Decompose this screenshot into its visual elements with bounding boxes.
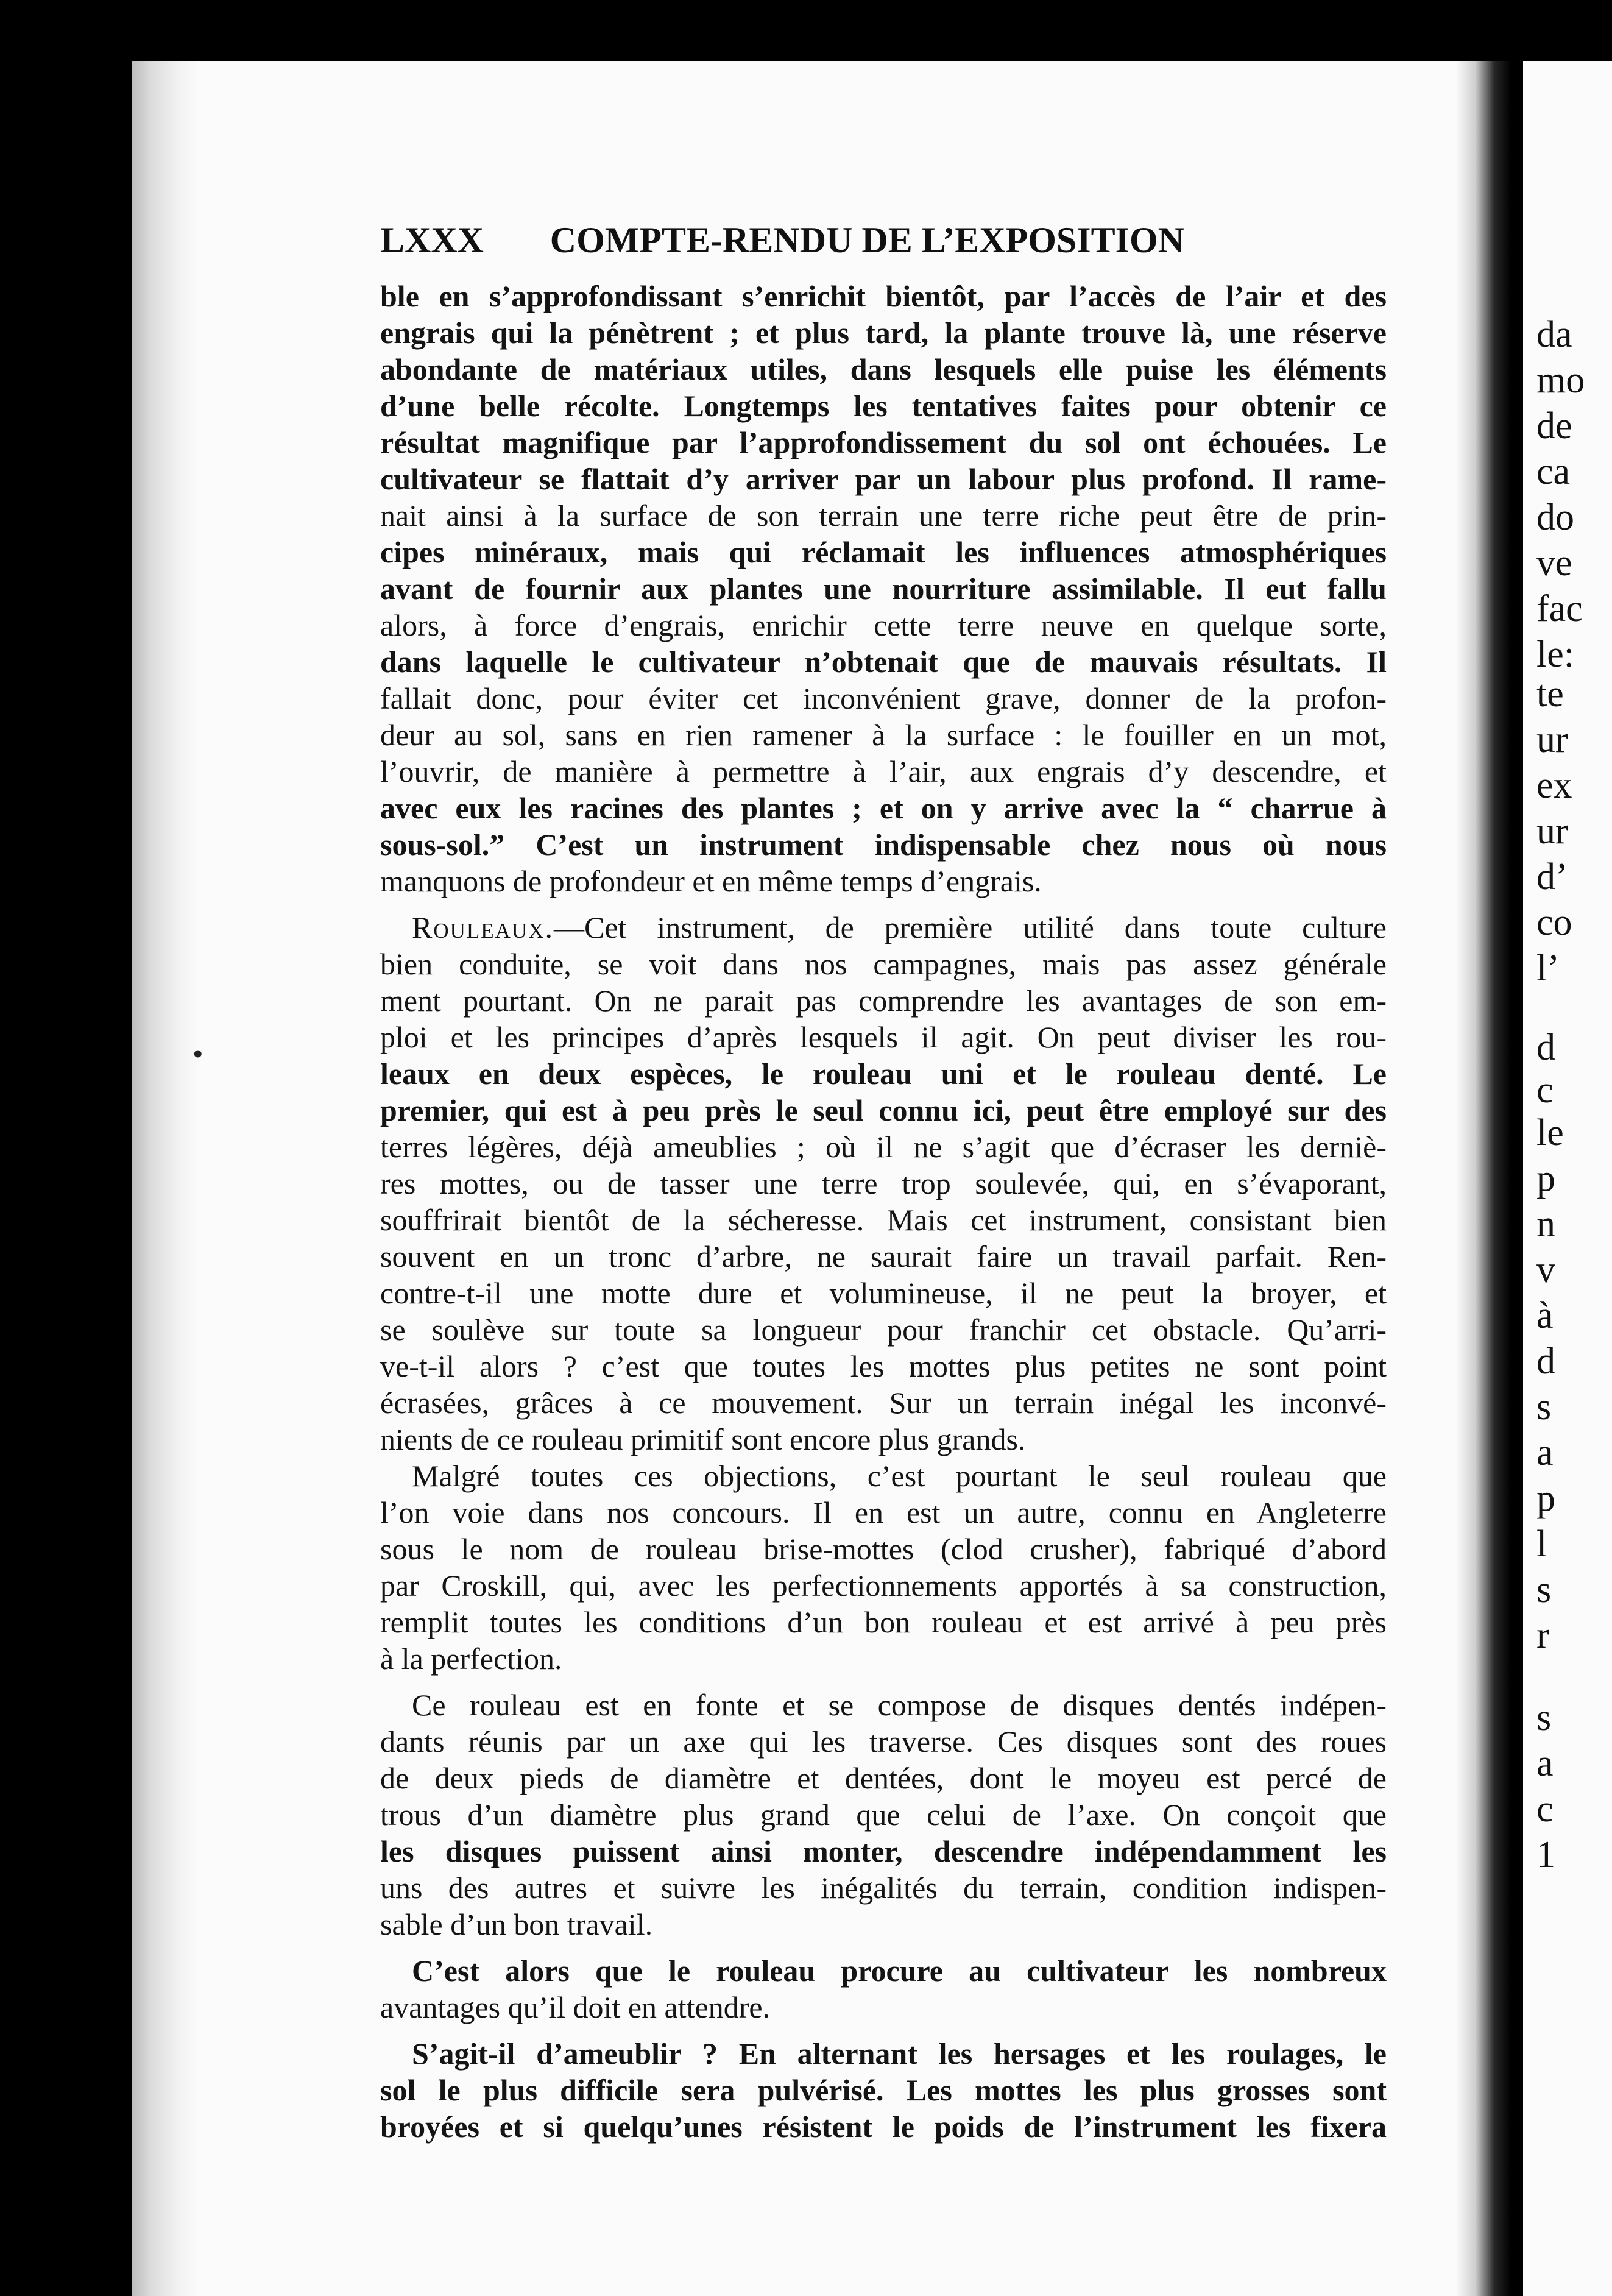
text-line [380,1458,1387,1494]
text-line [380,1494,1387,1531]
facing-page-fragment: c [1536,1788,1554,1830]
text-segment: sable d’un bon travail. [380,1907,653,1941]
text-line [380,314,1387,351]
paragraph-gap [380,899,1387,909]
text-line [380,461,1387,497]
text-line [380,388,1387,424]
text-line [380,1567,1387,1604]
text-line [380,982,1387,1019]
facing-page-fragment: le [1536,1112,1564,1153]
text-segment: fallait donc, pour éviter cet inconvénient grave, donner de la profon- [380,681,1387,715]
text-segment: à la perfection. [380,1642,562,1676]
text-line [380,1869,1387,1906]
text-segment: avantages qu’il doit en attendre. [380,1990,771,2024]
text-segment: leaux en deux espèces, le rouleau uni et le rouleau denté. Le [380,1057,1387,1091]
text-line [380,278,1387,314]
facing-page-fragment: de [1536,405,1572,447]
text-line [380,1796,1387,1833]
facing-page-fragment: s [1536,1569,1552,1610]
text-line [380,1275,1387,1311]
facing-page-fragment: ca [1536,451,1571,492]
facing-page-fragment: d [1536,1341,1555,1382]
text-line [380,1640,1387,1677]
text-segment: souvent en un tronc d’arbre, ne saurait faire un travail parfait. Ren- [380,1239,1387,1274]
facing-page-fragment: ve [1536,542,1572,584]
text-segment: se soulève sur toute sa longueur pour franchir cet obstacle. Qu’arri- [380,1313,1387,1347]
facing-page-fragment: r [1536,1615,1549,1656]
text-segment: res mottes, ou de tasser une terre trop soulevée, qui, en s’évaporant, [380,1166,1387,1200]
text-segment: terres légères, déjà ameublies ; où il ne s’agit que d’écraser les derniè- [380,1130,1387,1164]
text-line [380,1604,1387,1640]
paragraph-gap [380,1943,1387,1952]
text-line [380,717,1387,753]
text-segment: ble en s’approfondissant s’enrichit bientôt, par l’accès de l’air et des [380,279,1387,313]
text-segment: de deux pieds de diamètre et dentées, dont le moyeu est percé de [380,1761,1387,1795]
text-segment: ment pourtant. On ne parait pas comprendre les avantages de son em- [380,983,1387,1018]
text-line [380,1055,1387,1092]
text-segment: les disques puissent ainsi monter, descendre indépendamment les [380,1834,1387,1868]
text-line [380,1384,1387,1421]
text-segment: dants réunis par un axe qui les traverse. Ces disques sont des roues [380,1724,1387,1759]
text-segment: l’on voie dans nos concours. Il en est un autre, connu en Angleterre [380,1495,1387,1529]
facing-page-fragment: s [1536,1386,1552,1428]
text-line [380,497,1387,534]
text-segment: dans laquelle le cultivateur n’obtenait que de mauvais résultats. Il [380,645,1387,679]
text-line [380,2072,1387,2108]
facing-page-fragment: p [1536,1158,1555,1199]
text-segment: l’ouvrir, de manière à permettre à l’air, aux engrais d’y descendre, et [380,754,1387,788]
facing-page-fragment: mo [1536,360,1585,401]
text-line [380,946,1387,982]
text-line [380,1952,1387,1989]
text-segment: cultivateur se flattait d’y arriver par un labour plus profond. Il rame- [380,462,1387,496]
text-segment: Malgré toutes ces objections, c’est pourtant le seul rouleau que [412,1459,1387,1493]
text-segment: ploi et les principes d’après lesquels il agit. On peut diviser les rou- [380,1020,1387,1054]
facing-page-fragment: c [1536,1069,1554,1111]
text-segment: premier, qui est à peu près le seul connu ici, peut être employé sur des [380,1093,1387,1127]
text-segment: Ce rouleau est en fonte et se compose de disques dentés indépen- [412,1688,1387,1722]
text-segment: uns des autres et suivre les inégalités du terrain, condition indispen- [380,1871,1387,1905]
facing-page [1523,61,1612,2296]
text-line [380,1531,1387,1567]
text-line [380,1723,1387,1760]
book-gutter [1456,61,1511,2296]
facing-page-fragment: ex [1536,765,1572,806]
facing-page-fragment: da [1536,314,1572,355]
text-line [380,826,1387,863]
facing-page-fragment: te [1536,673,1564,715]
text-segment: deur au sol, sans en rien ramener à la surface : le fouiller en un mot, [380,718,1387,752]
text-segment: sous le nom de rouleau brise-mottes (clod crusher), fabriqué d’abord [380,1532,1387,1566]
facing-page-fragment: co [1536,902,1572,943]
facing-page-fragment: d’ [1536,856,1568,898]
paragraph-gap [380,1677,1387,1687]
facing-page-fragment: ur [1536,810,1568,852]
text-line [380,753,1387,790]
text-line [380,1311,1387,1348]
text-segment: écrasées, grâces à ce mouvement. Sur un terrain inégal les inconvé- [380,1386,1387,1420]
text-line [380,680,1387,717]
text-line [380,607,1387,643]
facing-page-fragment: l [1536,1523,1547,1565]
text-segment: sol le plus difficile sera pulvérisé. Les mottes les plus grosses sont [380,2073,1387,2107]
text-segment: manquons de profondeur et en même temps d’engrais. [380,864,1042,898]
text-segment: d’une belle récolte. Longtemps les tentatives faites pour obtenir ce [380,389,1387,423]
text-segment: alors, à force d’engrais, enrichir cette terre neuve en quelque sorte, [380,608,1387,642]
text-segment: nait ainsi à la surface de son terrain une terre riche peut être de prin- [380,498,1387,533]
text-line [380,1421,1387,1458]
facing-page-fragment: 1 [1536,1834,1555,1876]
text-line [380,1019,1387,1055]
text-line [380,1129,1387,1165]
text-segment: avec eux les racines des plantes ; et on y arrive avec la “ charrue à [380,791,1387,825]
text-line [380,643,1387,680]
text-segment: avant de fournir aux plantes une nourriture assimilable. Il eut fallu [380,572,1387,606]
text-line [380,1348,1387,1384]
text-segment: —Cet instrument, de première utilité dans toute culture [554,910,1387,944]
text-segment: nients de ce rouleau primitif sont encore plus grands. [380,1422,1026,1456]
text-line [380,1092,1387,1129]
text-segment: S’agit-il d’ameublir ? En alternant les hersages et les roulages, le [412,2036,1387,2071]
facing-page-fragment: fac [1536,588,1583,629]
text-line [380,909,1387,946]
facing-page-fragment: d [1536,1027,1555,1068]
body-text [380,278,1387,2144]
text-segment: broyées et si quelqu’unes résistent le poids de l’instrument les fixera [380,2110,1387,2144]
text-line [380,570,1387,607]
facing-page-fragment: à [1536,1295,1554,1336]
text-segment: engrais qui la pénètrent ; et plus tard, la plante trouve là, une réserve [380,316,1387,350]
text-line [380,1989,1387,2025]
facing-page-fragment: p [1536,1478,1555,1519]
text-segment: résultat magnifique par l’approfondissement du sol ont échouées. Le [380,425,1387,459]
section-heading-rouleaux: Rouleaux. [412,910,554,944]
facing-page-fragment: n [1536,1203,1555,1245]
facing-page-fragment: a [1536,1432,1554,1473]
margin-mark: • [193,1036,203,1071]
text-segment: C’est alors que le rouleau procure au cultivateur les nombreux [412,1954,1387,1988]
text-segment: souffrirait bientôt de la sécheresse. Mais cet instrument, consistant bien [380,1203,1387,1237]
facing-page-fragment: le: [1536,634,1574,675]
text-line [380,1202,1387,1238]
text-line [380,424,1387,461]
text-line [380,2035,1387,2072]
text-line [380,790,1387,826]
text-line [380,2108,1387,2145]
paragraph-gap [380,2025,1387,2035]
page-number: LXXX [380,220,484,260]
page-edge-shadow [132,61,199,2296]
facing-page-fragment: do [1536,497,1574,538]
text-line [380,1906,1387,1943]
text-segment: par Croskill, qui, avec les perfectionnements apportés à sa construction, [380,1568,1387,1603]
facing-page-fragment: ur [1536,719,1568,760]
text-segment: ve-t-il alors ? c’est que toutes les mottes plus petites ne sont point [380,1349,1387,1383]
facing-page-fragment: s [1536,1697,1552,1738]
text-line [380,1238,1387,1275]
text-segment: sous-sol.” C’est un instrument indispensable chez nous où nous [380,827,1387,862]
text-segment: trous d’un diamètre plus grand que celui de l’axe. On conçoit que [380,1798,1387,1832]
text-line [380,1687,1387,1723]
running-title: COMPTE-RENDU DE L’EXPOSITION [550,220,1184,260]
text-line [380,1833,1387,1869]
text-segment: abondante de matériaux utiles, dans lesquels elle puise les éléments [380,352,1387,386]
text-line [380,1760,1387,1796]
text-line [380,863,1387,899]
text-segment: cipes minéraux, mais qui réclamait les influences atmosphériques [380,535,1387,569]
running-header [380,219,1184,274]
text-line [380,1165,1387,1202]
facing-page-fragment: v [1536,1249,1555,1291]
text-segment: contre-t-il une motte dure et volumineuse, il ne peut la broyer, et [380,1276,1387,1310]
facing-page-fragment: a [1536,1743,1554,1784]
text-segment: remplit toutes les conditions d’un bon rouleau et est arrivé à peu près [380,1605,1387,1639]
text-line [380,534,1387,570]
text-segment: bien conduite, se voit dans nos campagnes, mais pas assez générale [380,947,1387,981]
text-line [380,351,1387,388]
facing-page-fragment: l’ [1536,948,1560,989]
